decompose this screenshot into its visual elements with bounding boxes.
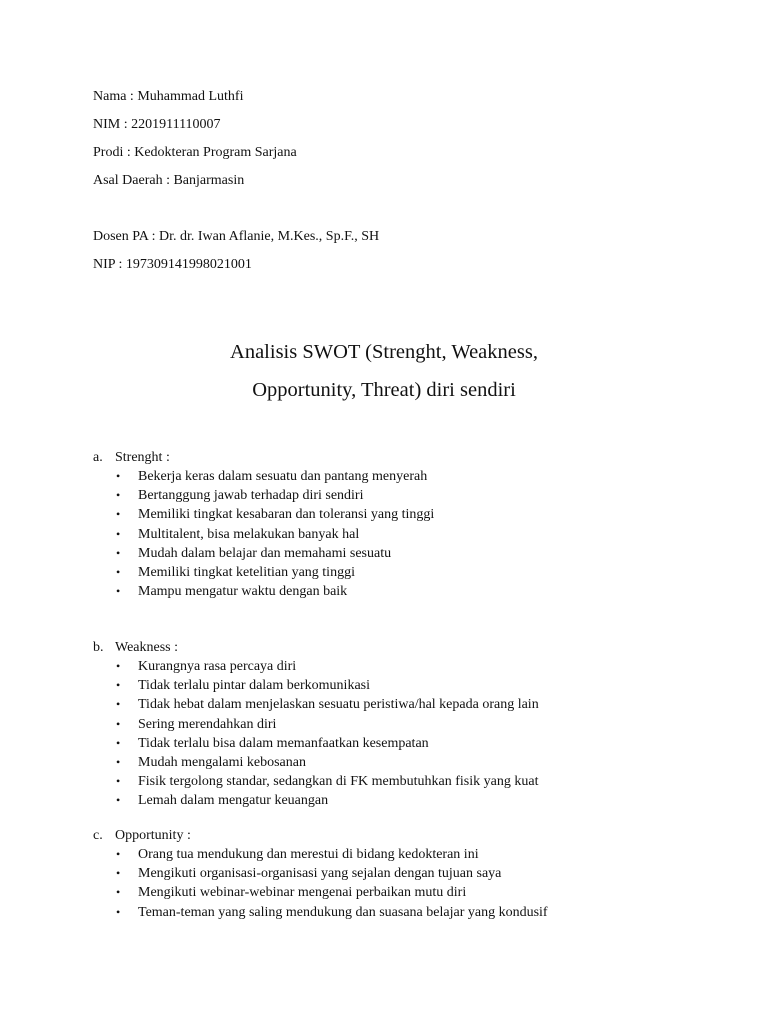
strength-list <box>93 467 733 601</box>
list-item-text: Sering merendahkan diri <box>138 716 277 732</box>
list-item <box>93 772 733 791</box>
list-item <box>93 845 733 864</box>
bullet-icon: • <box>116 488 121 503</box>
list-item <box>93 734 733 753</box>
bullet-icon: • <box>116 716 121 731</box>
section-title: Opportunity : <box>115 828 191 843</box>
list-item <box>93 657 733 676</box>
list-item-text: Kurangnya rasa percaya diri <box>138 659 297 674</box>
list-item-text: Tidak terlalu bisa dalam memanfaatkan kesempatan <box>138 735 429 751</box>
list-item-text: Mengikuti organisasi-organisasi yang sejalan dengan tujuan saya <box>138 866 502 882</box>
section-title: Strenght : <box>115 450 170 465</box>
list-item <box>93 791 733 810</box>
list-item-text: Mampu mengatur waktu dengan baik <box>138 584 348 600</box>
document-title-line-1: Analisis SWOT (Strenght, Weakness, <box>230 341 538 363</box>
list-item-text: Memiliki tingkat kesabaran dan toleransi yang tinggi <box>138 507 435 523</box>
list-item <box>93 467 733 486</box>
bullet-icon: • <box>116 697 121 712</box>
opportunity-section <box>93 826 733 922</box>
list-item-text: Multitalent, bisa melakukan banyak hal <box>138 526 360 542</box>
bullet-icon: • <box>116 469 121 483</box>
list-item-text: Bekerja keras dalam sesuatu dan pantang menyerah <box>138 469 428 484</box>
bullet-icon: • <box>116 866 121 881</box>
list-item <box>93 864 733 883</box>
strength-section <box>93 448 733 601</box>
bullet-icon: • <box>116 507 121 522</box>
student-name: Nama : Muhammad Luthfi <box>93 89 244 104</box>
study-program: Prodi : Kedokteran Program Sarjana <box>93 145 297 160</box>
list-item <box>93 715 733 734</box>
section-heading <box>93 638 733 657</box>
document-title-line-2: Opportunity, Threat) diri sendiri <box>252 379 516 401</box>
bullet-icon: • <box>116 678 121 693</box>
list-item-text: Fisik tergolong standar, sedangkan di FK membutuhkan fisik yang kuat <box>138 774 539 790</box>
bullet-icon: • <box>116 885 121 900</box>
section-heading <box>93 448 733 467</box>
section-title: Weakness : <box>115 640 179 655</box>
weakness-list <box>93 657 733 811</box>
list-item <box>93 676 733 695</box>
section-marker: c. <box>93 828 103 843</box>
list-item-text: Bertanggung jawab terhadap diri sendiri <box>138 488 364 504</box>
bullet-icon: • <box>116 659 121 673</box>
advisor-nip: NIP : 197309141998021001 <box>93 257 252 272</box>
list-item <box>93 486 733 505</box>
list-item <box>93 505 733 524</box>
list-item <box>93 525 733 544</box>
student-nim: NIM : 2201911110007 <box>93 117 221 132</box>
list-item <box>93 563 733 582</box>
section-marker: a. <box>93 450 103 465</box>
home-region: Asal Daerah : Banjarmasin <box>93 173 245 188</box>
section-heading <box>93 826 733 845</box>
bullet-icon: • <box>116 735 121 750</box>
list-item-text: Tidak terlalu pintar dalam berkomunikasi <box>138 678 370 694</box>
list-item <box>93 753 733 772</box>
section-marker: b. <box>93 640 104 655</box>
list-item <box>93 582 733 601</box>
list-item <box>93 903 733 922</box>
bullet-icon: • <box>116 564 121 579</box>
bullet-icon: • <box>116 793 121 808</box>
bullet-icon: • <box>116 545 121 560</box>
bullet-icon: • <box>116 526 121 541</box>
bullet-icon: • <box>116 774 121 789</box>
list-item <box>93 883 733 902</box>
list-item-text: Memiliki tingkat ketelitian yang tinggi <box>138 564 355 580</box>
list-item-text: Orang tua mendukung dan merestui di bidang kedokteran ini <box>138 847 479 862</box>
list-item-text: Lemah dalam mengatur keuangan <box>138 793 329 809</box>
list-item <box>93 695 733 714</box>
list-item <box>93 544 733 563</box>
list-item-text: Mengikuti webinar-webinar mengenai perbaikan mutu diri <box>138 885 467 901</box>
bullet-icon: • <box>116 754 121 769</box>
weakness-section <box>93 638 733 811</box>
opportunity-list <box>93 845 733 922</box>
list-item-text: Tidak hebat dalam menjelaskan sesuatu peristiwa/hal kepada orang lain <box>138 697 539 713</box>
bullet-icon: • <box>116 904 121 919</box>
list-item-text: Teman-teman yang saling mendukung dan suasana belajar yang kondusif <box>138 904 548 920</box>
list-item-text: Mudah mengalami kebosanan <box>138 754 306 770</box>
bullet-icon: • <box>116 584 121 599</box>
academic-advisor: Dosen PA : Dr. dr. Iwan Aflanie, M.Kes., Sp.F., SH <box>93 229 380 244</box>
bullet-icon: • <box>116 847 121 861</box>
list-item-text: Mudah dalam belajar dan memahami sesuatu <box>138 545 392 561</box>
